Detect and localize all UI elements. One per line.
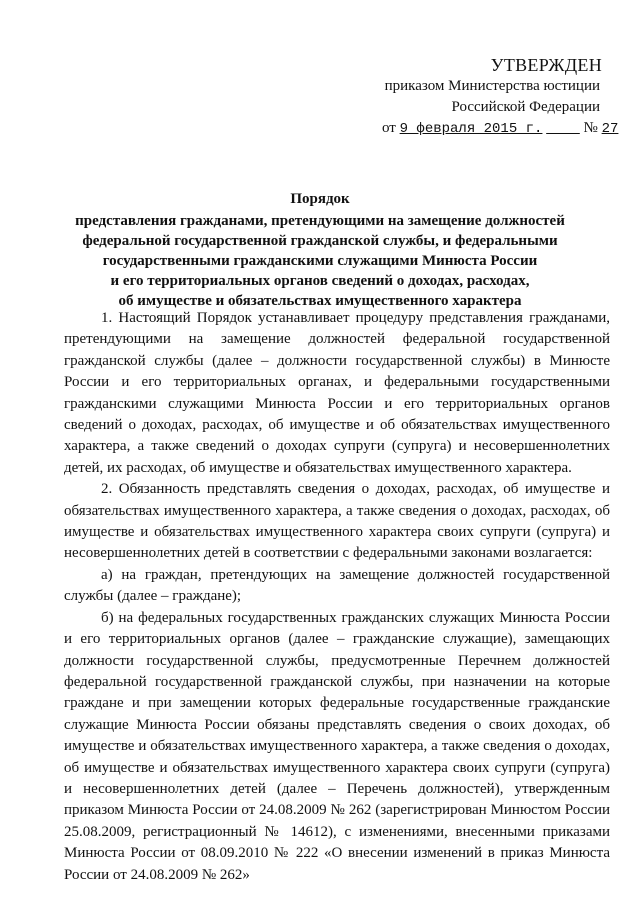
paragraph-2a: а) на граждан, претендующих на замещение должностей государственной службы (далее – граждане); bbox=[64, 566, 610, 605]
paragraph-2: 2. Обязанность представлять сведения о доходах, расходах, об имуществе и обязательствах имущественного характера, а также сведения о доходах, расходах, об имуществе и обязательствах имущественного характера своих супруги (супруга) и несовершеннолетних детей в соответствии с федеральными законами возлагается: bbox=[64, 481, 610, 562]
title-name: Порядок bbox=[290, 191, 350, 207]
approval-heading: УТВЕРЖДЕН bbox=[490, 55, 602, 75]
number-prefix: № bbox=[583, 120, 598, 136]
paragraph-2b: б) на федеральных государственных гражданских служащих Минюста России и его территориальных органов (далее – гражданские служащие), замещающих должности государственной службы, предусмотренные Перечнем должностей федеральной государственной гражданской службы, при назначении на которые граждане и при замещении которых федеральные государственные гражданские служащие Минюста России обязаны представлять сведения о своих доходах, об имуществе и обязательствах имущественного характера, а также сведения о доходах, об имуществе и обязательствах имущественного характера своих супруги (супруга) и несовершеннолетних детей (далее – Перечень должностей), утвержденным приказом Минюста России от 24.08.2009 № 262 (зарегистрирован Минюстом России 25.08.2009, регистрационный № 14612), с изменениями, внесенными приказами Минюста России от 08.09.2010 № 222 «О внесении изменений в приказ Минюста России от 24.08.2009 № 262» bbox=[64, 609, 610, 883]
title-line-4: и его территориальных органов сведений о доходах, расходах, bbox=[110, 273, 530, 289]
date-prefix: от bbox=[382, 120, 396, 136]
paragraph-1: 1. Настоящий Порядок устанавливает процедуру представления гражданами, претендующими на замещение должностей федеральной государственной гражданской службы (далее – должности государственной службы) в Минюсте России и его территориальных органах, и федеральными государственными гражданскими служащими Минюста России и его территориальных органов сведений о доходах, расходах, об имуществе и об обязательствах имущественного характера, а также сведений о доходах супруги (супруга) и несовершеннолетних детей, их расходах, об имуществе и обязательствах имущественного характера. bbox=[64, 310, 610, 476]
title-line-3: государственными гражданскими служащими Минюста России bbox=[102, 253, 538, 269]
title-line-1: представления гражданами, претендующими на замещение должностей bbox=[75, 213, 565, 229]
approval-line-2: Российской Федерации bbox=[451, 99, 600, 115]
approval-number: 27 bbox=[601, 121, 619, 137]
approval-stamp bbox=[360, 55, 619, 140]
approval-date: 9 февраля 2015 г. bbox=[399, 121, 543, 137]
title-line-5: об имуществе и обязательствах имущественного характера bbox=[118, 293, 522, 309]
title-line-2: федеральной государственной гражданской службы, и федеральными bbox=[82, 233, 558, 249]
approval-line-1: приказом Министерства юстиции bbox=[384, 78, 600, 94]
approval-date-line bbox=[382, 118, 619, 140]
document-title bbox=[60, 189, 580, 311]
date-underline-gap bbox=[546, 121, 580, 137]
document-body bbox=[64, 308, 610, 886]
